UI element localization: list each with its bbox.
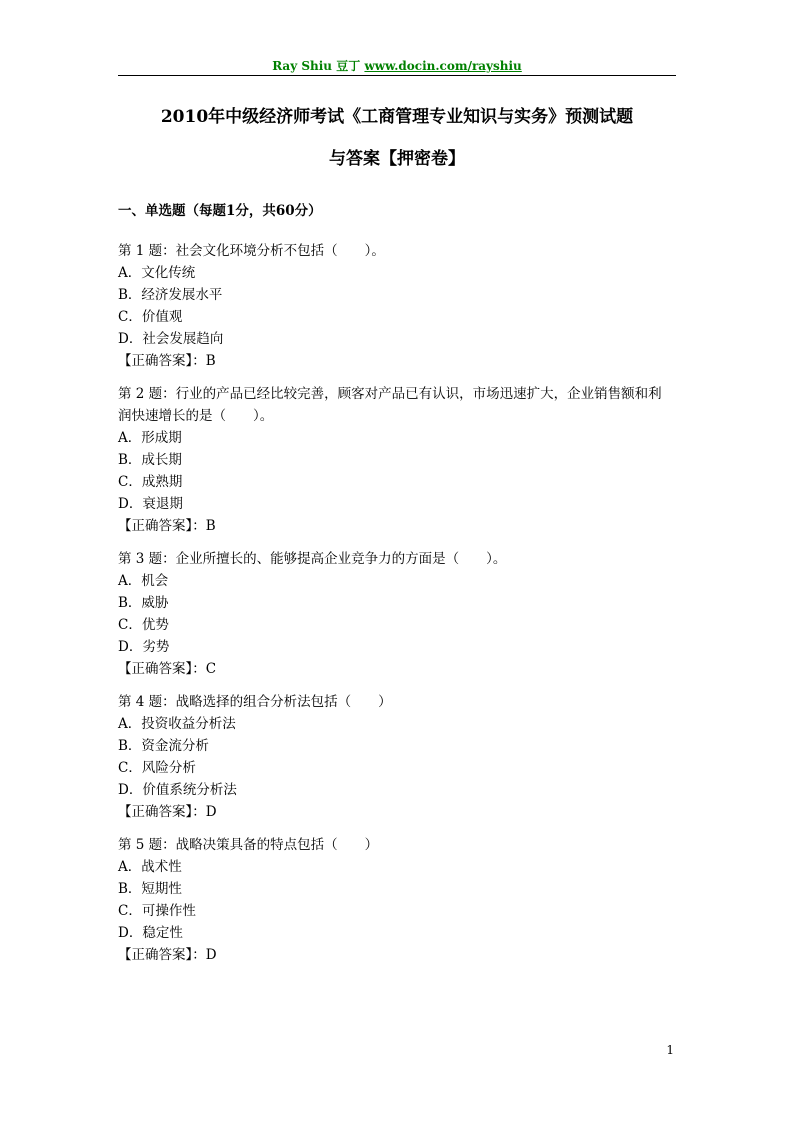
option-c: C．风险分析 <box>118 760 196 776</box>
option-a: A．机会 <box>118 573 169 589</box>
page-number: 1 <box>666 1043 674 1057</box>
correct-answer: 【正确答案】：B <box>118 518 216 534</box>
question-3 <box>118 548 678 680</box>
option-d: D．价值系统分析法 <box>118 782 237 798</box>
correct-answer: 【正确答案】：C <box>118 661 217 677</box>
option-d: D．稳定性 <box>118 925 183 941</box>
correct-answer: 【正确答案】：D <box>118 804 217 820</box>
header-url-link[interactable]: www.docin.com/rayshiu <box>364 59 522 73</box>
option-c: C．价值观 <box>118 309 183 325</box>
header-site: 豆丁 <box>336 59 361 73</box>
section-heading: 一、单选题（每题1分，共60分） <box>118 203 322 219</box>
option-c: C．优势 <box>118 617 169 633</box>
option-a: A．形成期 <box>118 430 182 446</box>
document-title-line-2: 与答案【押密卷】 <box>329 149 465 169</box>
option-a: A．文化传统 <box>118 265 196 281</box>
question-stem: 第 5 题：战略决策具备的特点包括（ ） <box>118 837 379 853</box>
option-b: B．成长期 <box>118 452 182 468</box>
option-d: D．衰退期 <box>118 496 183 512</box>
question-stem-continued: 润快速增长的是（ ）。 <box>118 408 274 424</box>
question-stem: 第 2 题：行业的产品已经比较完善，顾客对产品已有认识，市场迅速扩大，企业销售额和利 <box>118 386 662 402</box>
option-b: B．经济发展水平 <box>118 287 223 303</box>
option-b: B．短期性 <box>118 881 182 897</box>
option-a: A．投资收益分析法 <box>118 716 236 732</box>
question-stem: 第 1 题：社会文化环境分析不包括（ ）。 <box>118 243 385 259</box>
header-author: Ray Shiu <box>272 59 333 73</box>
document-title-line-1: 2010年中级经济师考试《工商管理专业知识与实务》预测试题 <box>160 107 634 127</box>
option-b: B．资金流分析 <box>118 738 209 754</box>
option-b: B．威胁 <box>118 595 169 611</box>
correct-answer: 【正确答案】：D <box>118 947 217 963</box>
question-4 <box>118 691 678 823</box>
question-1 <box>118 240 678 372</box>
option-c: C．成熟期 <box>118 474 183 490</box>
option-c: C．可操作性 <box>118 903 196 919</box>
option-d: D．社会发展趋向 <box>118 331 224 347</box>
option-d: D．劣势 <box>118 639 170 655</box>
question-2 <box>118 383 678 537</box>
option-a: A．战术性 <box>118 859 182 875</box>
question-5 <box>118 834 678 966</box>
correct-answer: 【正确答案】：B <box>118 353 216 369</box>
question-stem: 第 4 题：战略选择的组合分析法包括（ ） <box>118 694 392 710</box>
question-stem: 第 3 题：企业所擅长的、能够提高企业竞争力的方面是（ ）。 <box>118 551 507 567</box>
question-list <box>118 240 678 977</box>
page-header <box>118 58 676 76</box>
